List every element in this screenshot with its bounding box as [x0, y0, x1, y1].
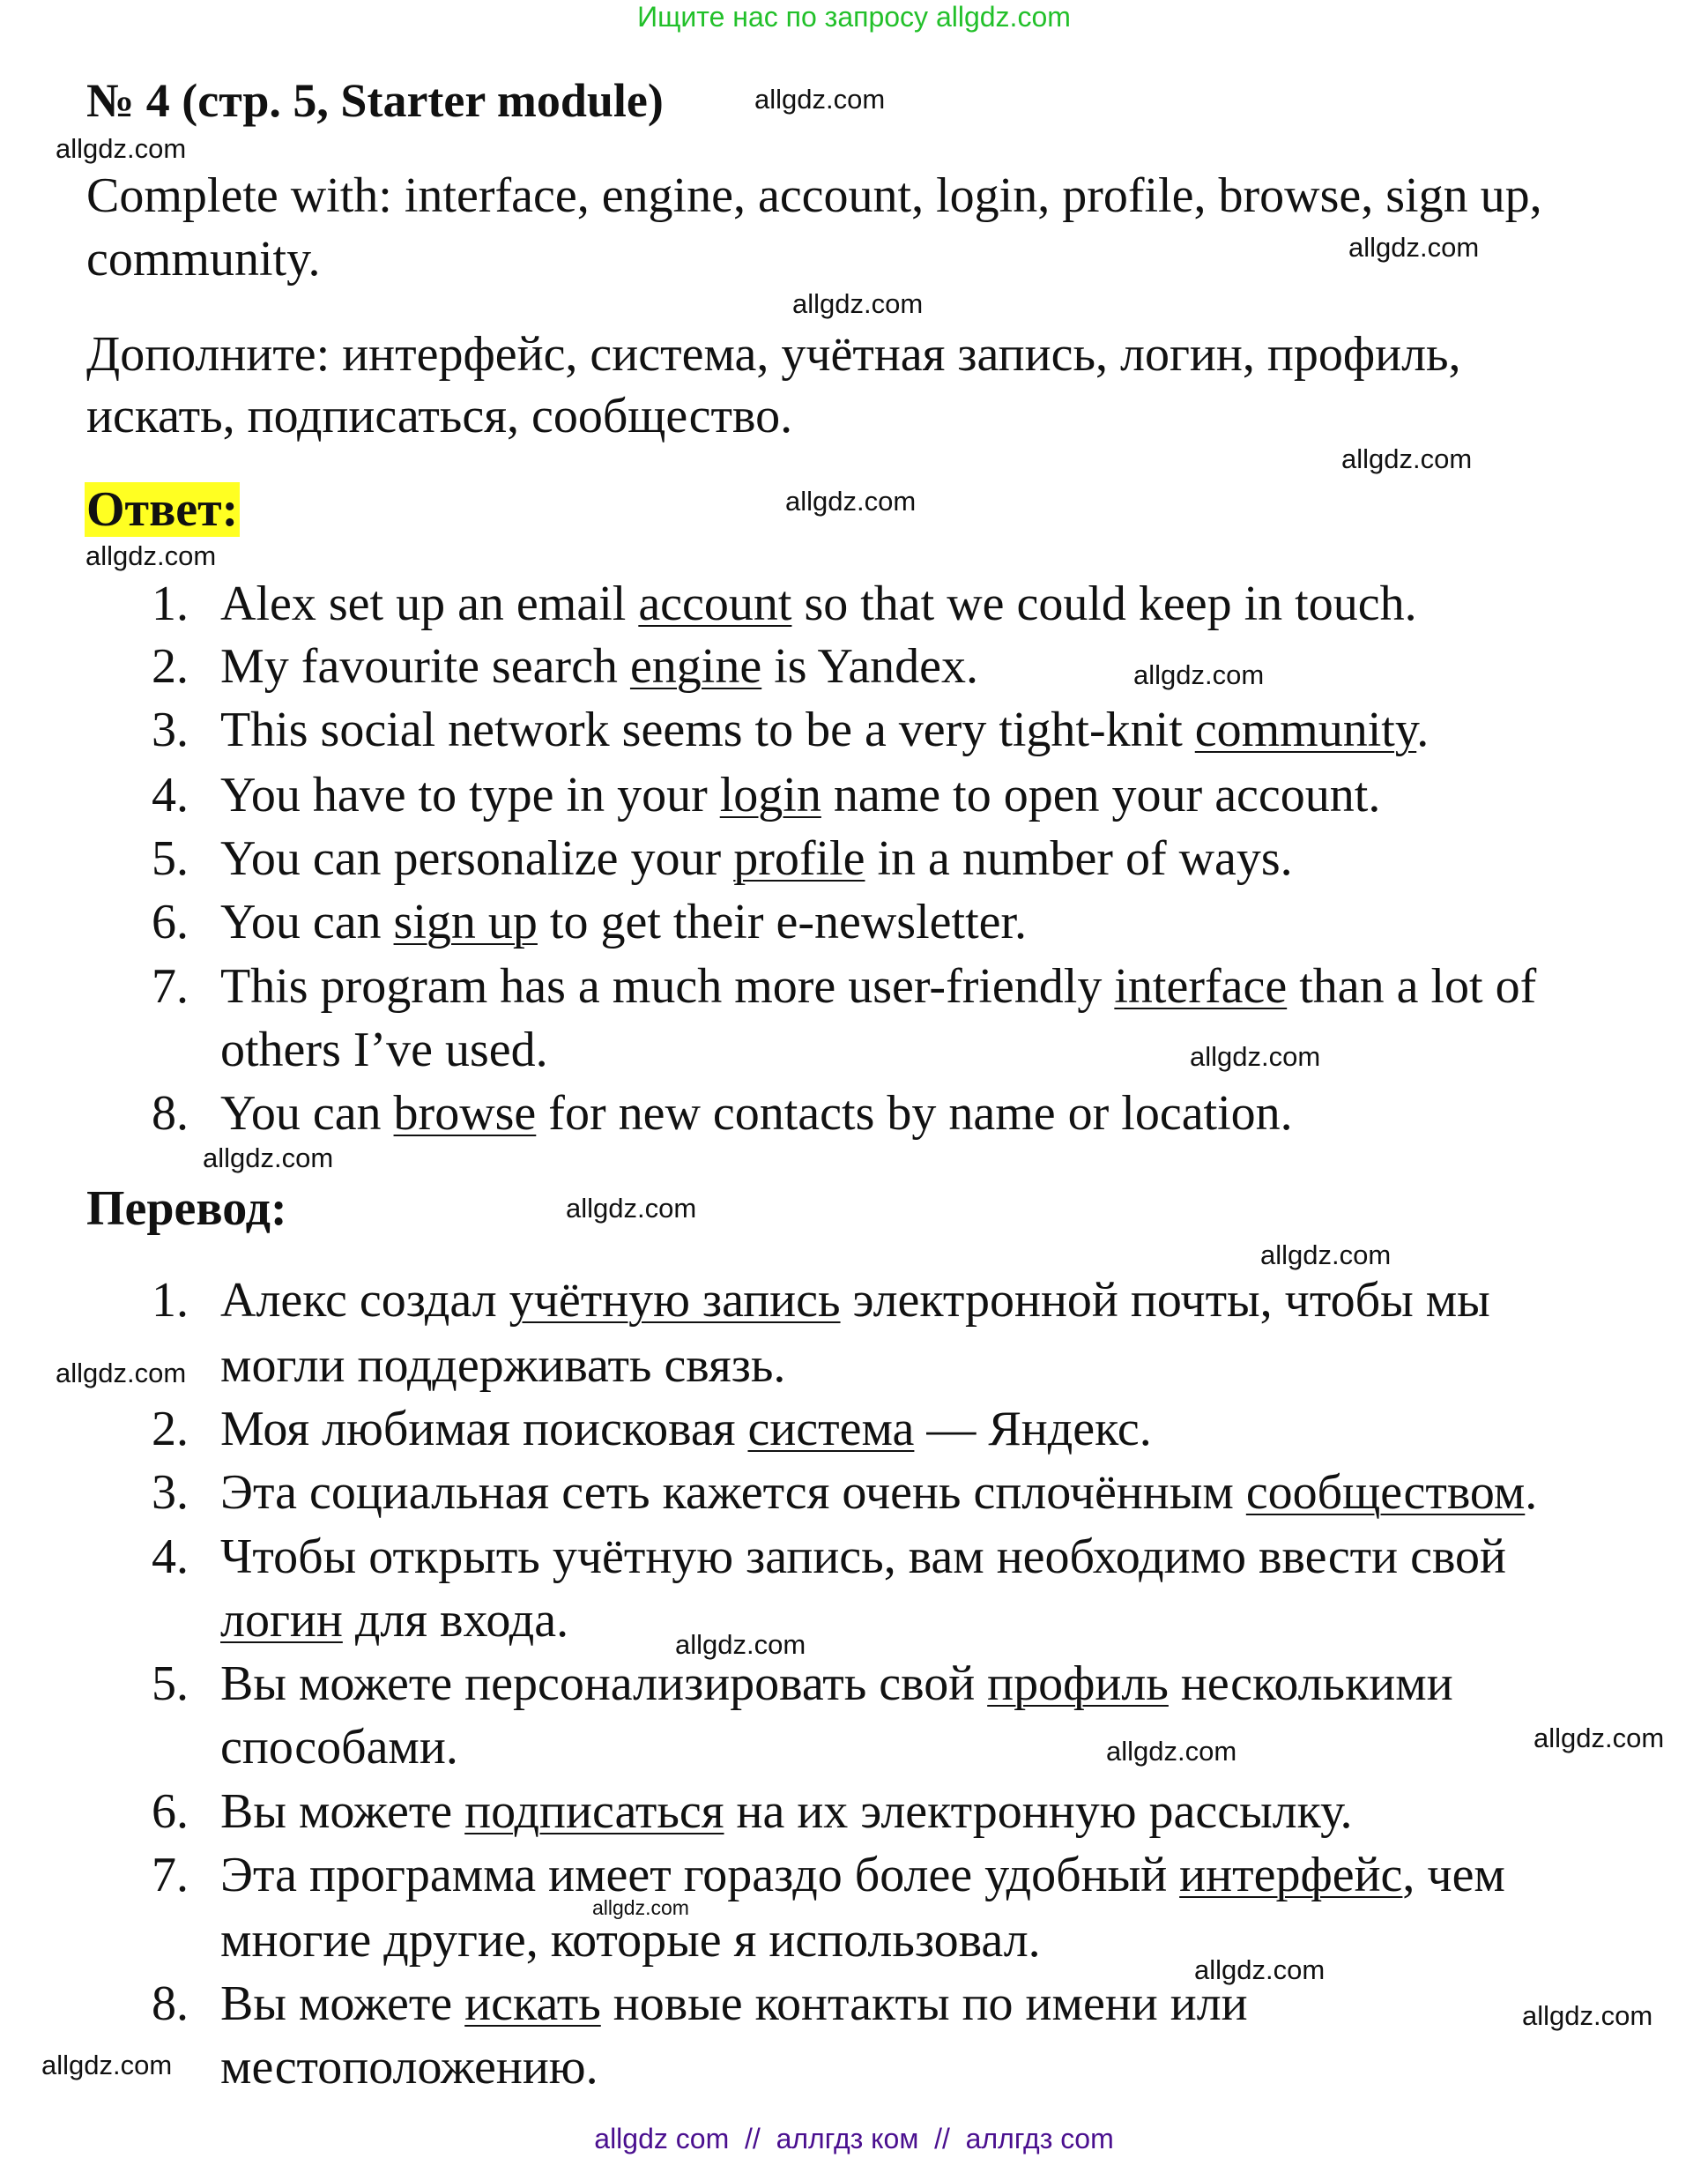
watermark: allgdz.com	[754, 84, 886, 115]
answer-heading: Ответ:	[86, 482, 239, 537]
text: You can personalize your	[220, 831, 734, 886]
text: Эта программа имеет гораздо более удобный	[220, 1848, 1180, 1902]
text: My favourite search	[220, 639, 630, 694]
watermark: allgdz.com	[1341, 443, 1473, 474]
text: Alex set up an email	[220, 577, 639, 631]
text: для входа.	[342, 1593, 569, 1648]
answer-word: подписаться	[464, 1784, 724, 1839]
answer-word: profile	[733, 831, 865, 886]
translation-item	[220, 1658, 1453, 1709]
text: Вы можете	[220, 1784, 465, 1839]
watermark: allgdz.com	[1194, 1954, 1326, 1985]
translation-item-continuation: местоположению.	[220, 2040, 598, 2095]
translation-item	[220, 1849, 1505, 1901]
watermark: allgdz.com	[592, 1896, 689, 1919]
answer-word: система	[747, 1402, 915, 1456]
text: Вы можете	[220, 1976, 465, 2031]
text: Моя любимая поисковая	[220, 1402, 748, 1456]
answer-word: логин	[220, 1593, 343, 1648]
text: на их электронную рассылку.	[724, 1784, 1353, 1839]
text: электронной почты, чтобы мы	[840, 1273, 1490, 1328]
text: is Yandex.	[761, 639, 979, 694]
translation-item	[220, 1978, 1248, 2029]
text: so that we could keep in touch.	[791, 577, 1417, 631]
answer-word: interface	[1114, 959, 1288, 1014]
item-number: 6.	[152, 1784, 189, 1839]
translation-item-continuation	[220, 1595, 568, 1646]
answer-item	[220, 704, 1429, 755]
translation-item	[220, 1786, 1352, 1837]
text: for new contacts by name or location.	[536, 1086, 1293, 1141]
item-number: 1.	[152, 1273, 189, 1328]
answer-item	[220, 833, 1293, 884]
item-number: 2.	[152, 639, 189, 694]
translation-item-continuation: способами.	[220, 1720, 458, 1775]
text: This program has a much more user-friendly	[220, 959, 1115, 1014]
translation-item	[220, 1275, 1490, 1326]
answer-word: account	[638, 577, 792, 631]
item-number: 5.	[152, 831, 189, 886]
text: Эта социальная сеть кажется очень сплочённым	[220, 1465, 1246, 1520]
watermark: allgdz.com	[1348, 232, 1480, 263]
item-number: 1.	[152, 577, 189, 631]
text: , чем	[1402, 1848, 1505, 1902]
text: in a number of ways.	[865, 831, 1293, 886]
translation-item-continuation: могли поддерживать связь.	[220, 1338, 786, 1393]
text: Алекс создал	[220, 1273, 509, 1328]
instruction-ru-line: Дополните: интерфейс, система, учётная запись, логин, профиль,	[86, 327, 1461, 382]
answer-word: учётную запись	[509, 1273, 841, 1328]
answer-word: сообществом	[1245, 1465, 1526, 1520]
answer-word: community	[1194, 703, 1417, 757]
translation-item	[220, 1403, 1152, 1455]
watermark: allgdz.com	[675, 1629, 806, 1660]
watermark: allgdz.com	[566, 1193, 697, 1224]
item-number: 4.	[152, 768, 189, 822]
watermark: allgdz.com	[792, 288, 924, 319]
text: — Яндекс.	[914, 1402, 1152, 1456]
instruction-en-line: community.	[86, 232, 321, 286]
answer-item	[220, 1088, 1293, 1139]
answer-item	[220, 961, 1536, 1012]
search-hint-link[interactable]: Ищите нас по запросу allgdz.com	[637, 1, 1071, 33]
answer-word: engine	[629, 639, 762, 694]
translation-item: Чтобы открыть учётную запись, вам необходимо ввести свой	[220, 1529, 1507, 1584]
answer-word: интерфейс	[1179, 1848, 1403, 1902]
watermark: allgdz.com	[1533, 1723, 1665, 1753]
watermark: allgdz.com	[1133, 659, 1265, 690]
item-number: 6.	[152, 895, 189, 949]
answer-word: browse	[393, 1086, 537, 1141]
answer-item	[220, 897, 1027, 948]
watermark: allgdz.com	[1190, 1041, 1321, 1072]
item-number: 8.	[152, 1976, 189, 2031]
watermark: allgdz.com	[85, 540, 217, 571]
watermark: allgdz.com	[203, 1142, 334, 1173]
item-number: 4.	[152, 1529, 189, 1584]
translation-item-continuation: многие другие, которые я использовал.	[220, 1913, 1041, 1968]
item-number: 3.	[152, 1465, 189, 1520]
instruction-en-line: Complete with: interface, engine, account, login, profile, browse, sign up,	[86, 168, 1542, 223]
answer-item	[220, 770, 1380, 821]
answer-word: искать	[464, 1976, 601, 2031]
text: This social network seems to be a very tight-knit	[220, 703, 1195, 757]
answer-item	[220, 578, 1417, 629]
watermark: allgdz.com	[785, 486, 917, 517]
item-number: 7.	[152, 959, 189, 1014]
text: Вы можете персонализировать свой	[220, 1656, 988, 1711]
text: You can	[220, 895, 394, 949]
watermark: allgdz.com	[56, 133, 187, 164]
watermark: allgdz.com	[56, 1358, 187, 1388]
footer-links[interactable]: allgdz com // аллгдз ком // аллгдз com	[594, 2123, 1114, 2154]
item-number: 5.	[152, 1656, 189, 1711]
text: You can	[220, 1086, 394, 1141]
text: name to open your account.	[821, 768, 1381, 822]
item-number: 3.	[152, 703, 189, 757]
text: You have to type in your	[220, 768, 720, 822]
instruction-ru-line: искать, подписаться, сообщество.	[86, 389, 793, 443]
translation-item	[220, 1467, 1537, 1518]
answer-item	[220, 641, 978, 692]
text: несколькими	[1168, 1656, 1453, 1711]
watermark: allgdz.com	[1260, 1239, 1392, 1270]
item-number: 7.	[152, 1848, 189, 1902]
text: новые контакты по имени или	[600, 1976, 1248, 2031]
answer-item-continuation: others I’ve used.	[220, 1023, 548, 1077]
text: to get their e-newsletter.	[537, 895, 1028, 949]
answer-word: sign up	[393, 895, 538, 949]
answer-word: login	[719, 768, 821, 822]
answer-word: профиль	[987, 1656, 1169, 1711]
text: .	[1525, 1465, 1538, 1520]
item-number: 8.	[152, 1086, 189, 1141]
text: than a lot of	[1287, 959, 1537, 1014]
text: .	[1416, 703, 1430, 757]
exercise-title: № 4 (стр. 5, Starter module)	[86, 74, 664, 127]
translation-heading: Перевод:	[86, 1181, 287, 1236]
item-number: 2.	[152, 1402, 189, 1456]
watermark: allgdz.com	[41, 2050, 173, 2080]
watermark: allgdz.com	[1106, 1736, 1237, 1767]
watermark: allgdz.com	[1522, 2000, 1653, 2031]
